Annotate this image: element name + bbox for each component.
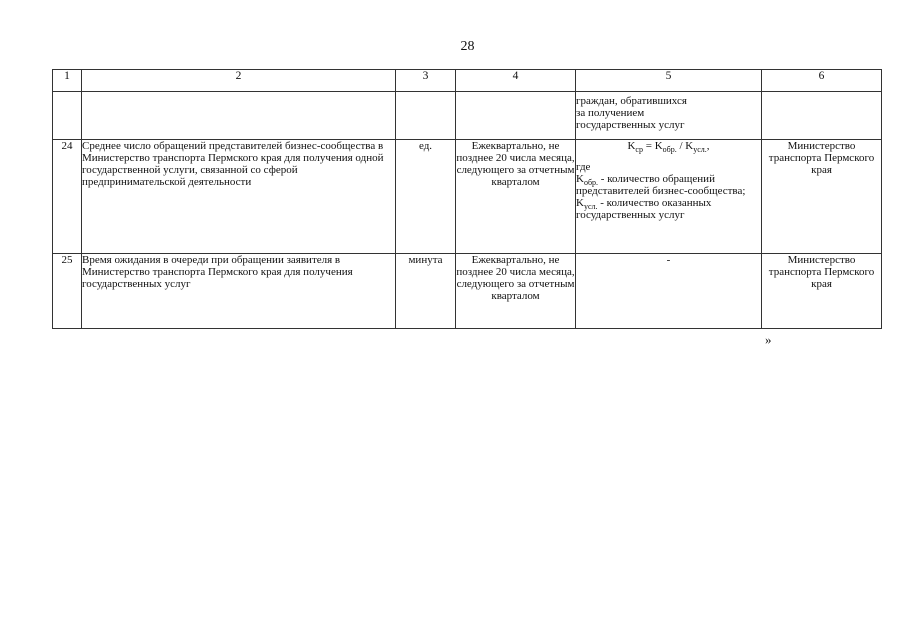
continuation-text-cell: [576, 92, 762, 140]
periodicity-cell: Ежеквартально, не позднее 20 числа месяца, следующего за отчетным кварталом: [456, 254, 576, 329]
table-header-row: [53, 70, 882, 92]
row-number: 24: [53, 140, 82, 254]
continuation-line: граждан, обратившихся: [576, 95, 687, 107]
page-number: 28: [460, 39, 475, 54]
header-cell-2: 2: [82, 70, 396, 92]
indicator-name: Время ожидания в очереди при обращении заявителя в Министерство транспорта Пермского края для получения государственных услуг: [82, 254, 396, 329]
header-cell-1: 1: [53, 70, 82, 92]
header-cell-6: 6: [762, 70, 882, 92]
continuation-line: государственных услуг: [576, 119, 685, 131]
header-cell-5: 5: [576, 70, 762, 92]
formula-where: где: [576, 161, 591, 173]
row-number: 25: [53, 254, 82, 329]
cell-empty: [396, 92, 456, 140]
cell-empty: [456, 92, 576, 140]
responsible-cell: Министерство транспорта Пермского края: [762, 254, 882, 329]
formula-cell: [576, 140, 762, 254]
table-row: [53, 140, 882, 254]
indicator-name: Среднее число обращений представителей бизнес-сообщества в Министерство транспорта Пермского края для получения одной государственной услуги, связанной со сферой предпринимательской деятельности: [82, 140, 396, 254]
cell-empty: [762, 92, 882, 140]
table-row-continuation: [53, 92, 882, 140]
closing-quote: »: [765, 332, 772, 347]
formula-cell: -: [576, 254, 762, 329]
indicators-table: [52, 69, 882, 329]
cell-empty: [82, 92, 396, 140]
formula-main: $K_{ср} = K_{обр.} / K_{усл.}$,: [627, 140, 710, 155]
cell-empty: [53, 92, 82, 140]
formula-definition-2: $K_{усл.}$ - количество оказанных государственных услуг: [576, 197, 712, 221]
unit-cell: ед.: [396, 140, 456, 254]
unit-cell: минута: [396, 254, 456, 329]
header-cell-3: 3: [396, 70, 456, 92]
formula-definition-1: $K_{обр.}$ - количество обращений представителей бизнес-сообщества;: [576, 173, 746, 197]
header-cell-4: 4: [456, 70, 576, 92]
table-row: [53, 254, 882, 329]
periodicity-cell: Ежеквартально, не позднее 20 числа месяца, следующего за отчетным кварталом: [456, 140, 576, 254]
responsible-cell: Министерство транспорта Пермского края: [762, 140, 882, 254]
continuation-line: за получением: [576, 107, 645, 119]
